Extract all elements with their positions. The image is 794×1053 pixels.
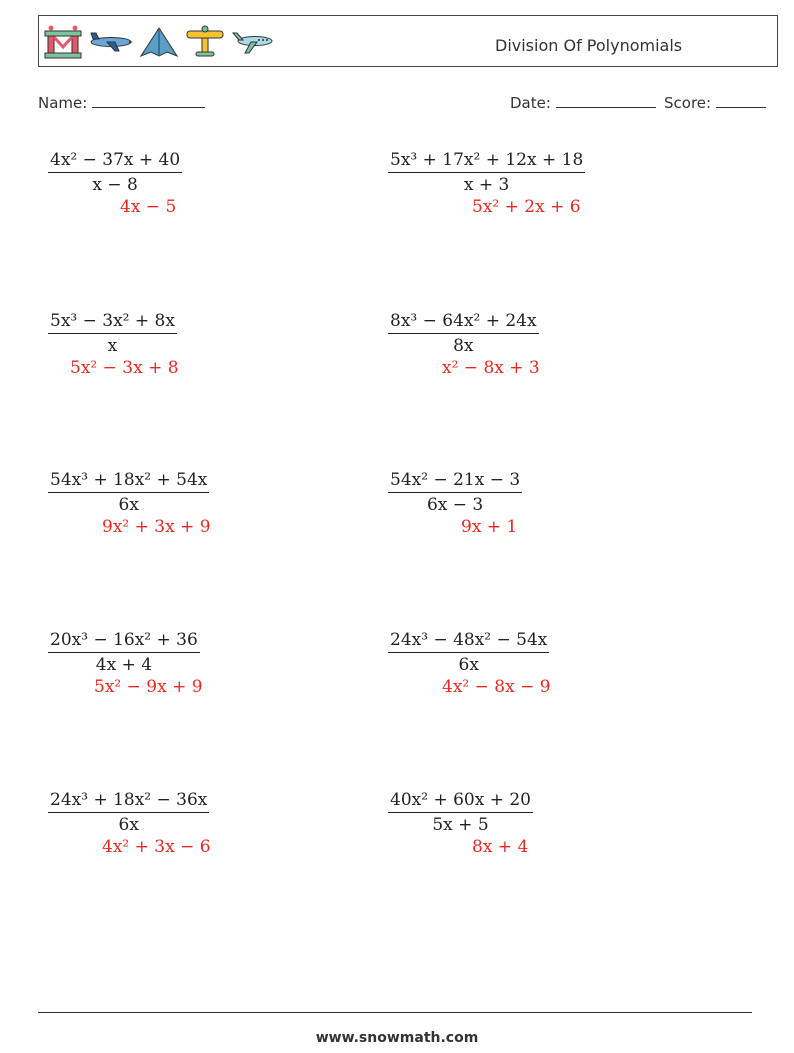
answer: 4x − 5 (120, 197, 177, 217)
denominator: 4x + 4 (95, 655, 153, 675)
header-icons (43, 22, 273, 62)
answer: x² − 8x + 3 (442, 358, 540, 378)
fraction (388, 470, 522, 515)
numerator: 8x³ − 64x² + 24x (388, 311, 539, 334)
problem-3 (48, 311, 179, 378)
problem-6 (388, 470, 522, 537)
fraction (48, 470, 209, 515)
denominator: 6x (118, 495, 139, 515)
footer-website: www.snowmath.com (315, 1030, 479, 1046)
name-field (38, 93, 205, 112)
score-label: Score: (664, 94, 712, 112)
problem-2 (388, 150, 585, 217)
denominator: x + 3 (463, 175, 510, 195)
fraction (388, 630, 549, 675)
fraction (48, 311, 177, 356)
answer: 4x² + 3x − 6 (102, 837, 211, 857)
numerator: 4x² − 37x + 40 (48, 150, 182, 173)
numerator: 40x² + 60x + 20 (388, 790, 533, 813)
jet-plane-icon (231, 29, 273, 55)
denominator: 6x (458, 655, 479, 675)
denominator: 8x (453, 336, 474, 356)
problem-7 (48, 630, 203, 697)
problem-10 (388, 790, 533, 857)
answer: 5x² + 2x + 6 (472, 197, 581, 217)
date-label: Date: (510, 94, 551, 112)
gate-icon (43, 25, 83, 59)
fraction (48, 790, 209, 835)
answer: 5x² − 3x + 8 (70, 358, 179, 378)
fraction (388, 150, 585, 195)
numerator: 24x³ + 18x² − 36x (48, 790, 209, 813)
problem-5 (48, 470, 211, 537)
fraction (48, 630, 200, 675)
fraction (388, 790, 533, 835)
fraction (388, 311, 539, 356)
airplane-icon (89, 29, 133, 55)
answer: 5x² − 9x + 9 (94, 677, 203, 697)
numerator: 20x³ − 16x² + 36 (48, 630, 200, 653)
denominator: 6x (118, 815, 139, 835)
denominator: x (107, 336, 118, 356)
score-blank[interactable] (716, 93, 766, 108)
problem-8 (388, 630, 551, 697)
worksheet-title: Division Of Polynomials (495, 36, 683, 55)
numerator: 24x³ − 48x² − 54x (388, 630, 549, 653)
denominator: x − 8 (92, 175, 138, 195)
score-field (664, 93, 766, 112)
answer: 9x + 1 (461, 517, 518, 537)
footer-divider (38, 1012, 752, 1013)
fraction (48, 150, 182, 195)
numerator: 54x² − 21x − 3 (388, 470, 522, 493)
worksheet-header (38, 15, 778, 67)
answer: 9x² + 3x + 9 (102, 517, 211, 537)
stealth-jet-icon (139, 26, 179, 58)
numerator: 5x³ + 17x² + 12x + 18 (388, 150, 585, 173)
date-field (510, 93, 656, 112)
answer: 8x + 4 (472, 837, 529, 857)
answer: 4x² − 8x − 9 (442, 677, 551, 697)
name-blank[interactable] (92, 93, 205, 108)
name-label: Name: (38, 94, 88, 112)
numerator: 5x³ − 3x² + 8x (48, 311, 177, 334)
problem-1 (48, 150, 182, 217)
problem-9 (48, 790, 211, 857)
numerator: 54x³ + 18x² + 54x (48, 470, 209, 493)
problem-4 (388, 311, 540, 378)
biplane-icon (185, 25, 225, 59)
denominator: 6x − 3 (426, 495, 484, 515)
denominator: 5x + 5 (432, 815, 489, 835)
date-blank[interactable] (556, 93, 656, 108)
student-fields (38, 93, 778, 115)
